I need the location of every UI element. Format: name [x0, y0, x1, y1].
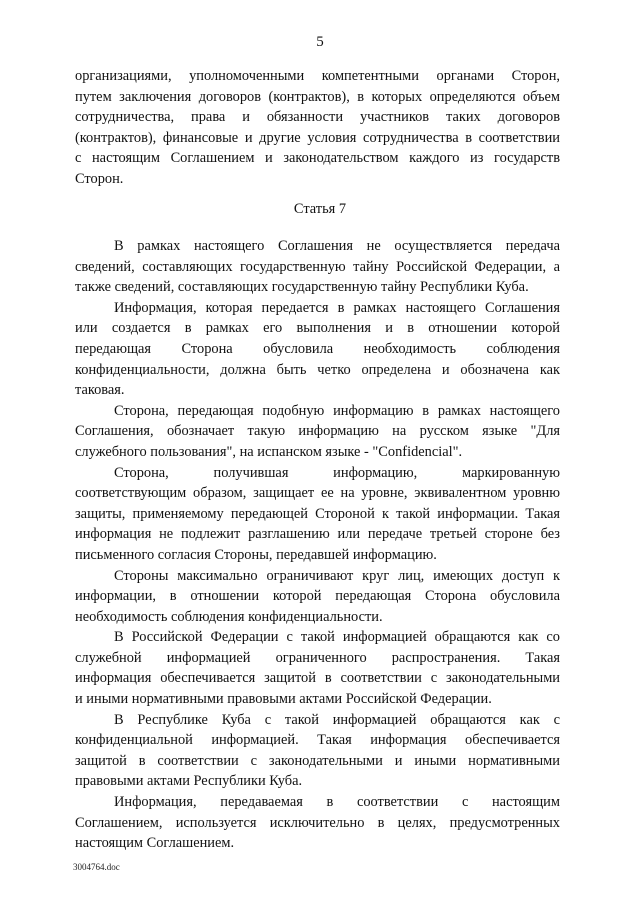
text-line: информация обеспечивается защитой в соответствии с законодательными [75, 670, 560, 687]
text-line: защиты, применяемому передающей Стороной к такой информации. Такая [75, 505, 560, 522]
text-line: таковая. [75, 382, 125, 399]
article-heading: Статья 7 [293, 201, 347, 217]
text-line: необходимость соблюдения конфиденциальности. [75, 608, 383, 625]
text-line: Соглашения, обозначает такую информацию на русском языке "Для [75, 423, 560, 440]
text-line: настоящим Соглашением. [75, 835, 235, 852]
text-line: конфиденциальности, должна быть четко определена и обозначена как [75, 361, 560, 378]
text-line: В рамках настоящего Соглашения не осуществляется передача [114, 238, 560, 254]
article-body [75, 236, 560, 854]
text-line: соответствующим образом, защищает ее на уровне, эквивалентном уровню [75, 485, 560, 502]
text-line: Сторона, передающая подобную информацию в рамках настоящего [114, 402, 560, 419]
text-line: Информация, передаваемая в соответствии с настоящим [114, 794, 560, 811]
text-line: Информация, которая передается в рамках настоящего Соглашения [114, 299, 560, 316]
text-line: сведений, составляющих государственную тайну Российской Федерации, а [75, 258, 560, 275]
text-line: служебного пользования", на испанском языке - "Confidencial". [75, 443, 463, 460]
text-line: передающая Сторона обусловила необходимость соблюдения [75, 340, 560, 357]
text-line: конфиденциальной информацией. Такая информация обеспечивается [75, 732, 560, 749]
intro-paragraph [75, 66, 560, 190]
text-line: сотрудничества, права и обязанности участников таких договоров [75, 109, 560, 126]
page-number: 5 [316, 34, 324, 50]
footer-doc-code: 3004764.doc [73, 862, 120, 872]
text-line: (контрактов), финансовые и другие условия сотрудничества в соответствии [75, 129, 560, 146]
text-line: Сторон. [75, 170, 124, 187]
text-line: также сведений, составляющих государственную тайну Республики Куба. [75, 279, 529, 296]
text-line: путем заключения договоров (контрактов), в которых определяются объем [75, 88, 560, 105]
text-line: или создается в рамках его выполнения и в отношении которой [75, 320, 560, 337]
text-line: служебной информацией ограниченного распространения. Такая [75, 649, 560, 666]
text-line: В Республике Куба с такой информацией обращаются как с [114, 711, 560, 728]
text-line: и иными нормативными правовыми актами Российской Федерации. [75, 691, 492, 708]
text-line: Сторона, получившая информацию, маркированную [114, 464, 560, 481]
text-line: правовыми актами Республики Куба. [75, 773, 303, 790]
text-line: письменного согласия Стороны, передавшей информацию. [75, 546, 437, 563]
text-line: организациями, уполномоченными компетентными органами Сторон, [75, 68, 560, 84]
text-line: с настоящим Соглашением и законодательством каждого из государств [75, 150, 560, 167]
text-line: Соглашением, используется исключительно в целях, предусмотренных [75, 814, 560, 831]
text-line: В Российской Федерации с такой информацией обращаются как со [114, 629, 560, 646]
text-line: Стороны максимально ограничивают круг лиц, имеющих доступ к [114, 567, 560, 584]
text-line: информации, в отношении которой передающая Сторона обусловила [75, 588, 560, 605]
text-line: информация не подлежит разглашению или передаче третьей стороне без [75, 526, 560, 543]
text-line: защитой в соответствии с законодательными и иными нормативными [75, 752, 560, 769]
